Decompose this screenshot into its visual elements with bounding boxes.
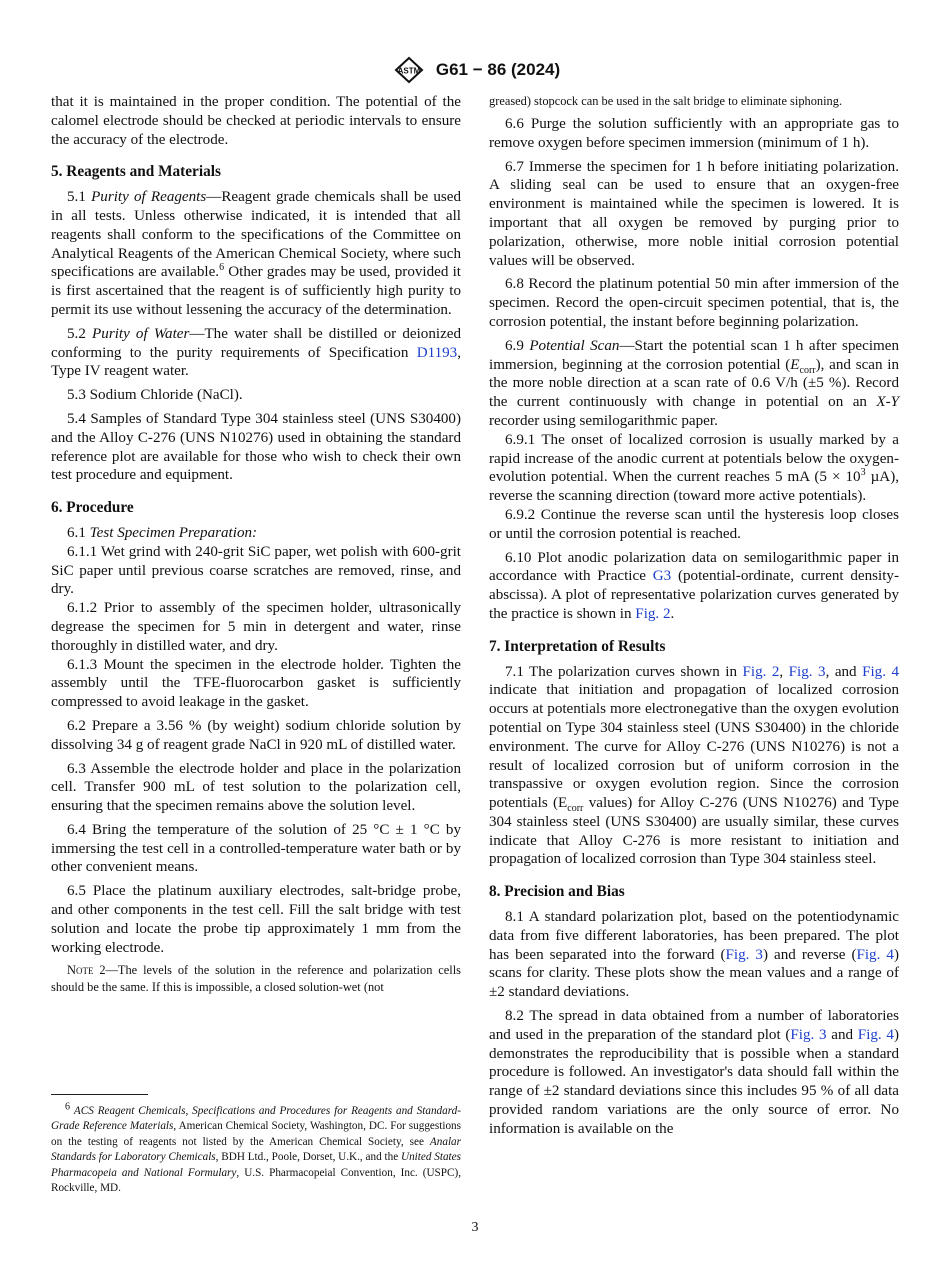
paragraph-6-1: 6.1 Test Specimen Preparation: bbox=[67, 524, 258, 541]
paragraph-6-7: 6.7 Immerse the specimen for 1 h before initiating polarization. A sliding seal can be used to ensure that an oxygen-free environment is maintained while the specimen is lowered. It is important that all oxygen be removed by purging prior to polarization, otherwise, more noble initial corrosion potential values will be observed. bbox=[489, 158, 899, 269]
page-number: 3 bbox=[471, 1220, 479, 1235]
paragraph-5-3: 5.3 Sodium Chloride (NaCl). bbox=[67, 387, 243, 404]
link-fig-2[interactable]: Fig. 2 bbox=[635, 605, 671, 622]
paragraph-8-2: 8.2 The spread in data obtained from a number of laboratories and used in the preparation of the standard plot (Fig. 3 and Fig. 4) demonstrates the reproducibility that is possible when a standard procedure is followed. An investigator's data should fall within the range of ±2 standard deviations since this includes 95 % of all data provided random variations are the only source of error. No information is available on the bbox=[489, 1008, 899, 1137]
paragraph-5-4: 5.4 Samples of Standard Type 304 stainless steel (UNS S30400) and the Alloy C-276 (UNS N10276) used in obtaining the standard reference plot are available for those who wish to check their own test procedure and equipment. bbox=[51, 410, 461, 484]
link-fig-4[interactable]: Fig. 4 bbox=[856, 946, 894, 963]
paragraph-5-1: 5.1 Purity of Reagents—Reagent grade chemicals shall be used in all tests. Unless otherwise indicated, it is intended that all reagents shall conform to the specifications of the Committee on Analytical Reagents of the American Chemical Society, where such specifications are available.$^6$ Other grades may be used, provided it is first ascertained that the reagent is of sufficiently high purity to permit its use without lessening the accuracy of the determination. bbox=[51, 189, 462, 318]
paragraph-6-10: 6.10 Plot anodic polarization data on semilogarithmic paper in accordance with Practice G3 (potential-ordinate, current density-abscissa). A plot of representative polarization curves generated by the practice is shown in Fig. 2. bbox=[489, 549, 900, 622]
document-designation: G61 − 86 (2024) bbox=[435, 60, 561, 79]
link-fig-4[interactable]: Fig. 4 bbox=[857, 1026, 894, 1043]
section-7-heading: 7. Interpretation of Results bbox=[489, 637, 666, 655]
astm-logo-icon bbox=[390, 56, 428, 84]
section-8-heading: 8. Precision and Bias bbox=[489, 883, 625, 901]
footnote-6: $^6$ ACS Reagent Chemicals, Specifications and Procedures for Reagents and Standard-Grade Reference Materials, American Chemical Society, Washington, DC. For suggestions on the testing of reagents not listed by the American Chemical Society, see Analar Standards for Laboratory Chemicals, BDH Ltd., Poole, Dorset, U.K., and the United States Pharmacopeia and National Formulary, U.S. Pharmacopeial Convention, Inc. (USPC), Rockville, MD. bbox=[51, 1101, 461, 1195]
link-g3[interactable]: G3 bbox=[652, 568, 672, 585]
footnote-divider bbox=[51, 1094, 148, 1095]
paragraph-6-4: 6.4 Bring the temperature of the solution of 25 °C ± 1 °C by immersing the test cell in a controlled-temperature water bath or by other convenient means. bbox=[51, 821, 461, 876]
note-2: Note 2—The levels of the solution in the reference and polarization cells should be the same. If this is impossible, a closed solution-wet (not bbox=[51, 963, 461, 995]
note-2-continuation: greased) stopcock can be used in the salt bridge to eliminate siphoning. bbox=[489, 94, 843, 108]
paragraph-6-1-2: 6.1.2 Prior to assembly of the specimen holder, ultrasonically degrease the specimen for 5 min in detergent and water, rinse thoroughly in distilled water, and dry. bbox=[51, 600, 461, 654]
footnote-ref[interactable]: 6 bbox=[219, 262, 225, 274]
link-d1193[interactable]: D1193 bbox=[416, 344, 458, 361]
paragraph-6-2: 6.2 Prepare a 3.56 % (by weight) sodium chloride solution by dissolving 34 g of reagent grade NaCl in 920 mL of distilled water. bbox=[51, 717, 461, 753]
paragraph-6-9-1: 6.9.1 The onset of localized corrosion is usually marked by a rapid increase of the anodic current at potentials below the oxygen-evolution potential. When the current reaches 5 mA ($5 \times 10^3$ µA), reverse the scanning direction (toward more active potentials). bbox=[489, 431, 899, 505]
page-header bbox=[0, 56, 950, 84]
link-fig-3[interactable]: Fig. 3 bbox=[788, 663, 826, 680]
paragraph-6-1-3: 6.1.3 Mount the specimen in the electrode holder. Tighten the assembly until the TFE-fluorocarbon gasket is sufficiently compressed to avoid leakage in the gasket. bbox=[51, 656, 461, 711]
paragraph-7-1: 7.1 The polarization curves shown in Fig. 2, Fig. 3, and Fig. 4 indicate that initiation and propagation of localized corrosion occurs at potentials more electronegative than the oxygen evolution potential on Type 304 stainless steel (UNS S30400) in the chloride environment. The curve for Alloy C-276 (UNS N10276) is not a result of localized corrosion but of uniform corrosion in the transpassive or oxygen evolution region. Since the corrosion potentials ($E_{corr}$ values) for Alloy C-276 (UNS N10276) and Type 304 stainless steel (UNS S30400) are usually similar, these curves indicate that Alloy C-276 is more resistant to initiation and propagation of localized corrosion than Type 304 stainless steel. bbox=[489, 663, 899, 868]
paragraph-6-5: 6.5 Place the platinum auxiliary electrodes, salt-bridge probe, and other components in the test cell. Fill the salt bridge with test solution and locate the probe tip approximately 1 mm from the working electrode. bbox=[51, 883, 461, 956]
paragraph-6-8: 6.8 Record the platinum potential 50 min after immersion of the specimen. Record the open-circuit specimen potential, that is, the corrosion potential, the instant before beginning polarization. bbox=[489, 276, 899, 330]
paragraph-6-9-2: 6.9.2 Continue the reverse scan until the hysteresis loop closes or until the corrosion potential is reached. bbox=[489, 506, 899, 542]
section-6-heading: 6. Procedure bbox=[51, 499, 134, 517]
link-fig-3[interactable]: Fig. 3 bbox=[790, 1026, 827, 1043]
logo-text: ASTM bbox=[397, 66, 421, 76]
link-fig-3[interactable]: Fig. 3 bbox=[725, 946, 763, 963]
link-fig-4[interactable]: Fig. 4 bbox=[862, 663, 899, 680]
paragraph-5-2: 5.2 Purity of Water—The water shall be distilled or deionized conforming to the purity requirements of Specification D1193, Type IV reagent water. bbox=[51, 325, 462, 380]
section-5-heading: 5. Reagents and Materials bbox=[51, 163, 221, 181]
paragraph-8-1: 8.1 A standard polarization plot, based on the potentiodynamic data from five different laboratories, has been prepared. The plot has been separated into the forward (Fig. 3) and reverse (Fig. 4) scans for clarity. These plots show the mean values and a range of ±2 standard deviations. bbox=[489, 909, 899, 1001]
right-column bbox=[489, 93, 899, 1144]
paragraph-6-1-1: 6.1.1 Wet grind with 240-grit SiC paper, wet polish with 600-grit SiC paper until previous coarse scratches are removed, rinse, and dry. bbox=[51, 543, 461, 598]
link-fig-2[interactable]: Fig. 2 bbox=[742, 663, 780, 680]
paragraph-continuation: that it is maintained in the proper condition. The potential of the calomel electrode should be checked at periodic intervals to ensure the accuracy of the electrode. bbox=[51, 94, 461, 148]
paragraph-6-9: 6.9 Potential Scan—Start the potential scan 1 h after specimen immersion, beginning at the corrosion potential $(E_{corr})$, and scan in the more noble direction at a scan rate of 0.6 V/h (±5 %). Record the current continuously with change in potential on an X-Y recorder using semilogarithmic paper. bbox=[489, 337, 899, 429]
paragraph-6-3: 6.3 Assemble the electrode holder and place in the polarization cell. Transfer 900 mL of test solution to the polarization cell, ensuring that the specimen remains above the solution level. bbox=[51, 760, 461, 815]
left-column bbox=[51, 93, 461, 1001]
paragraph-6-6: 6.6 Purge the solution sufficiently with an appropriate gas to remove oxygen before specimen immersion (minimum of 1 h). bbox=[489, 116, 899, 151]
